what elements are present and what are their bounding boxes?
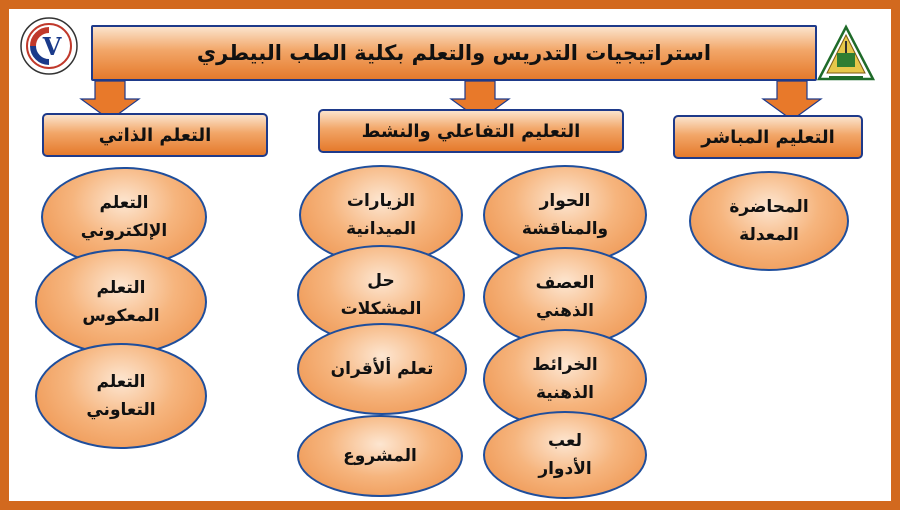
oval-e-learning: التعلم الإلكتروني <box>41 167 207 267</box>
oval-dialogue-discussion: الحوار والمناقشة <box>483 165 647 265</box>
oval-brainstorming: العصف الذهني <box>483 247 647 347</box>
oval-mind-maps: الخرائط الذهنية <box>483 329 647 429</box>
university-emblem-right <box>815 23 877 85</box>
oval-modified-lecture: المحاضرة المعدلة <box>689 171 849 271</box>
oval-project: المشروع <box>297 415 463 497</box>
header-self-learning: التعلم الذاتي <box>42 113 268 157</box>
faculty-logo-left <box>19 15 79 77</box>
oval-cooperative-learning: التعلم التعاوني <box>35 343 207 449</box>
oval-problem-solving: حل المشكلات <box>297 245 465 345</box>
oval-flipped-learning: التعلم المعكوس <box>35 249 207 355</box>
header-interactive-learning: التعليم التفاعلي والنشط <box>318 109 624 153</box>
oval-field-visits: الزيارات الميدانية <box>299 165 463 265</box>
header-direct-teaching: التعليم المباشر <box>673 115 863 159</box>
logo-letter: V <box>42 32 62 61</box>
oval-peer-learning: تعلم ألأقران <box>297 323 467 415</box>
oval-role-playing: لعب الأدوار <box>483 411 647 499</box>
diagram-title: استراتيجيات التدريس والتعلم بكلية الطب البيطري <box>91 25 817 81</box>
